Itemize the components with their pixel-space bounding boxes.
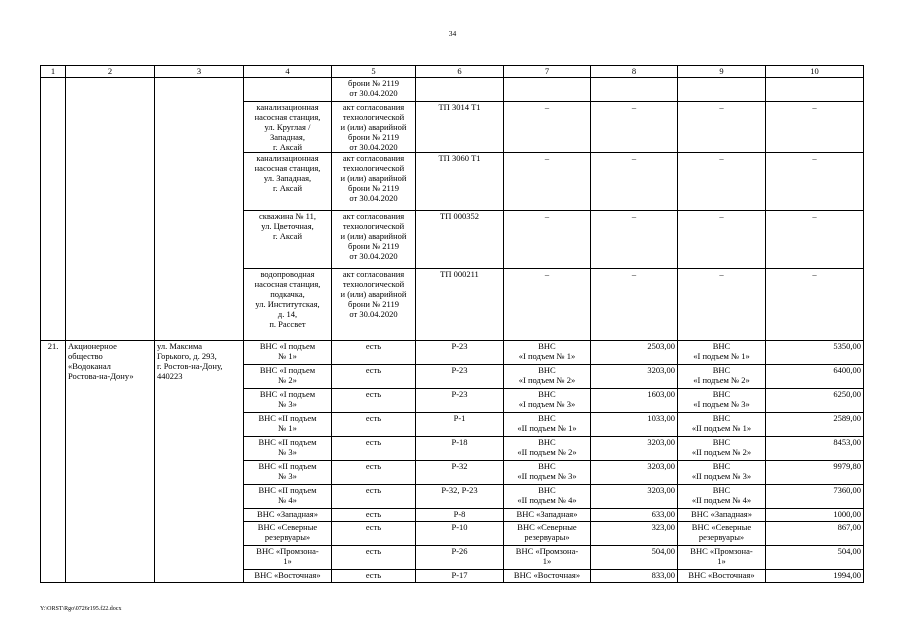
cell-c9: ВНС «I подъем № 1»	[678, 341, 766, 365]
cell-c4: ВНС «I подъем № 1»	[244, 341, 332, 365]
cell-c4: ВНС «I подъем № 2»	[244, 365, 332, 389]
cell-c5: есть	[332, 522, 416, 546]
cell-c7: ВНС «I подъем № 3»	[504, 389, 591, 413]
cell-c7: ВНС «Северные резервуары»	[504, 522, 591, 546]
column-number-1: 1	[41, 66, 66, 78]
cell-c4: скважина № 11, ул. Цветочная, г. Аксай	[244, 211, 332, 269]
page-number: 34	[448, 29, 457, 38]
cell-c6: Р-23	[416, 341, 504, 365]
cell-c10: 6250,00	[766, 389, 864, 413]
entry-number: 21.	[41, 341, 66, 583]
cell-c5: есть	[332, 389, 416, 413]
cell-c4: ВНС «II подъем № 3»	[244, 437, 332, 461]
cell-c5: есть	[332, 485, 416, 509]
cell-c4: ВНС «II подъем № 4»	[244, 485, 332, 509]
cell-c5: есть	[332, 413, 416, 437]
cell-c6: Р-32, Р-23	[416, 485, 504, 509]
cell-c6: Р-10	[416, 522, 504, 546]
cell-c9: –	[678, 102, 766, 153]
cell-c7: –	[504, 102, 591, 153]
data-table	[40, 65, 864, 583]
cell-c4: ВНС «Северные резервуары»	[244, 522, 332, 546]
cell-c8: –	[591, 153, 678, 211]
cell-c8: 3203,00	[591, 461, 678, 485]
cell-c9: ВНС «II подъем № 3»	[678, 461, 766, 485]
cell-c6: Р-18	[416, 437, 504, 461]
cell-c5: акт согласования технологической и (или) аварийной брони № 2119 от 30.04.2020	[332, 102, 416, 153]
cell-c8	[591, 78, 678, 102]
cell-c7: ВНС «II подъем № 3»	[504, 461, 591, 485]
organization-name: Акционерное общество «Водоканал Ростова-на-Дону»	[66, 341, 155, 583]
cell-c10: 1000,00	[766, 509, 864, 522]
cell-c5: есть	[332, 546, 416, 570]
cell-c10: –	[766, 269, 864, 341]
cell-c5: акт согласования технологической и (или) аварийной брони № 2119 от 30.04.2020	[332, 153, 416, 211]
cell-c10: 9979,80	[766, 461, 864, 485]
cell-c7: –	[504, 269, 591, 341]
cell-c10: 2589,00	[766, 413, 864, 437]
cell-c8: –	[591, 269, 678, 341]
cell-c6: Р-23	[416, 389, 504, 413]
footer-path: Y:\ORST\Rgo\0726r195.f22.docx	[40, 606, 122, 612]
cell-c7: ВНС «II подъем № 1»	[504, 413, 591, 437]
cell-c9: ВНС «I подъем № 2»	[678, 365, 766, 389]
table-row	[41, 341, 864, 365]
cell-c9: ВНС «II подъем № 1»	[678, 413, 766, 437]
cell-c8: 504,00	[591, 546, 678, 570]
cell-c10: 6400,00	[766, 365, 864, 389]
column-number-7: 7	[504, 66, 591, 78]
cell-c10: 7360,00	[766, 485, 864, 509]
cell-c9: ВНС «Промзона- 1»	[678, 546, 766, 570]
cell-c9: ВНС «I подъем № 3»	[678, 389, 766, 413]
table-body	[41, 66, 864, 583]
cell-c4: ВНС «I подъем № 3»	[244, 389, 332, 413]
cell-c7: ВНС «Промзона- 1»	[504, 546, 591, 570]
cell-c4: водопроводная насосная станция, подкачка, ул. Институтская, д. 14, п. Рассвет	[244, 269, 332, 341]
cell-c4: ВНС «Восточная»	[244, 570, 332, 583]
cell-c4	[244, 78, 332, 102]
cell-c9: –	[678, 153, 766, 211]
column-number-row	[41, 66, 864, 78]
cell-c10: 5350,00	[766, 341, 864, 365]
cell-c10: –	[766, 153, 864, 211]
cell-c10	[766, 78, 864, 102]
cell-c4: ВНС «Западная»	[244, 509, 332, 522]
cell-c6: Р-26	[416, 546, 504, 570]
cell-c5: есть	[332, 509, 416, 522]
column-number-2: 2	[66, 66, 155, 78]
cell-c7: –	[504, 153, 591, 211]
cell-c7: –	[504, 211, 591, 269]
cell-c5: акт согласования технологической и (или) аварийной брони № 2119 от 30.04.2020	[332, 269, 416, 341]
cell-c8: 2503,00	[591, 341, 678, 365]
cell-c5: есть	[332, 570, 416, 583]
cell-c5: есть	[332, 461, 416, 485]
column-number-4: 4	[244, 66, 332, 78]
cell-c8: –	[591, 211, 678, 269]
cell-c9: ВНС «II подъем № 2»	[678, 437, 766, 461]
cell-c8: 3203,00	[591, 485, 678, 509]
entry-continued-num	[41, 78, 66, 341]
column-number-9: 9	[678, 66, 766, 78]
cell-c10: 867,00	[766, 522, 864, 546]
cell-c6: ТП 3060 Т1	[416, 153, 504, 211]
cell-c5: брони № 2119 от 30.04.2020	[332, 78, 416, 102]
cell-c8: 3203,00	[591, 365, 678, 389]
cell-c4: канализационная насосная станция, ул. Западная, г. Аксай	[244, 153, 332, 211]
cell-c9: ВНС «Восточная»	[678, 570, 766, 583]
cell-c5: есть	[332, 341, 416, 365]
cell-c8: 633,00	[591, 509, 678, 522]
cell-c4: ВНС «II подъем № 1»	[244, 413, 332, 437]
cell-c6: Р-23	[416, 365, 504, 389]
cell-c5: есть	[332, 437, 416, 461]
cell-c4: ВНС «Промзона- 1»	[244, 546, 332, 570]
cell-c10: 1994,00	[766, 570, 864, 583]
cell-c7: ВНС «Западная»	[504, 509, 591, 522]
cell-c6: ТП 3014 Т1	[416, 102, 504, 153]
entry-continued-addr	[155, 78, 244, 341]
cell-c8: 1603,00	[591, 389, 678, 413]
cell-c4: ВНС «II подъем № 3»	[244, 461, 332, 485]
cell-c8: –	[591, 102, 678, 153]
cell-c7: ВНС «Восточная»	[504, 570, 591, 583]
cell-c9	[678, 78, 766, 102]
cell-c9: –	[678, 211, 766, 269]
column-number-5: 5	[332, 66, 416, 78]
column-number-3: 3	[155, 66, 244, 78]
cell-c10: 504,00	[766, 546, 864, 570]
cell-c9: ВНС «II подъем № 4»	[678, 485, 766, 509]
cell-c4: канализационная насосная станция, ул. Круглая / Западная, г. Аксай	[244, 102, 332, 153]
cell-c9: –	[678, 269, 766, 341]
entry-continued-org	[66, 78, 155, 341]
cell-c9: ВНС «Западная»	[678, 509, 766, 522]
cell-c6: Р-17	[416, 570, 504, 583]
column-number-8: 8	[591, 66, 678, 78]
cell-c7	[504, 78, 591, 102]
cell-c7: ВНС «I подъем № 1»	[504, 341, 591, 365]
cell-c7: ВНС «II подъем № 4»	[504, 485, 591, 509]
organization-address: ул. Максима Горького, д. 293, г. Ростов-на-Дону, 440223	[155, 341, 244, 583]
cell-c5: есть	[332, 365, 416, 389]
cell-c5: акт согласования технологической и (или) аварийной брони № 2119 от 30.04.2020	[332, 211, 416, 269]
column-number-6: 6	[416, 66, 504, 78]
cell-c8: 833,00	[591, 570, 678, 583]
column-number-10: 10	[766, 66, 864, 78]
cell-c6: Р-8	[416, 509, 504, 522]
cell-c8: 323,00	[591, 522, 678, 546]
cell-c7: ВНС «II подъем № 2»	[504, 437, 591, 461]
cell-c6	[416, 78, 504, 102]
cell-c9: ВНС «Северные резервуары»	[678, 522, 766, 546]
cell-c7: ВНС «I подъем № 2»	[504, 365, 591, 389]
cell-c6: ТП 000352	[416, 211, 504, 269]
cell-c8: 1033,00	[591, 413, 678, 437]
table-row	[41, 78, 864, 102]
cell-c10: –	[766, 211, 864, 269]
cell-c10: 8453,00	[766, 437, 864, 461]
cell-c6: Р-32	[416, 461, 504, 485]
cell-c6: ТП 000211	[416, 269, 504, 341]
cell-c6: Р-1	[416, 413, 504, 437]
cell-c10: –	[766, 102, 864, 153]
cell-c8: 3203,00	[591, 437, 678, 461]
